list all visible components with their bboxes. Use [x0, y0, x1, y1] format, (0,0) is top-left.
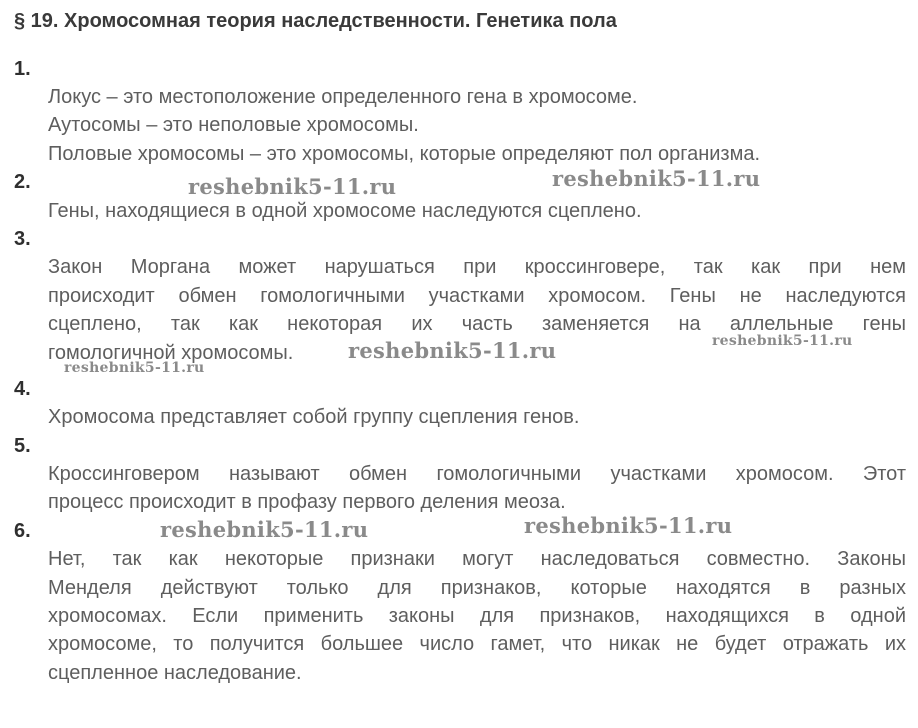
watermark: reshebnik5-11.ru	[64, 360, 205, 376]
paragraph-line: Менделя действуют только для признаков, которые находятся в разных	[48, 577, 906, 599]
watermark: reshebnik5-11.ru	[524, 513, 733, 538]
section-number: 3.	[14, 228, 31, 250]
paragraph-line: гомологичной хромосомы.	[48, 342, 294, 364]
watermark: reshebnik5-11.ru	[348, 338, 557, 363]
section-number: 5.	[14, 435, 31, 457]
page-title: § 19. Хромосомная теория наследственности. Генетика пола	[14, 10, 617, 32]
watermark: reshebnik5-11.ru	[552, 166, 761, 191]
watermark: reshebnik5-11.ru	[712, 333, 853, 349]
paragraph-line: Кроссинговером называют обмен гомологичными участками хромосом. Этот	[48, 463, 906, 485]
paragraph-line: происходит обмен гомологичными участками хромосом. Гены не наследуются	[48, 285, 906, 307]
section-number: 4.	[14, 378, 31, 400]
section-number: 1.	[14, 58, 31, 80]
paragraph-line: Хромосома представляет собой группу сцепления генов.	[48, 406, 580, 428]
paragraph-line: хромосоме, то получится большее число гамет, что никак не будет отражать их	[48, 633, 906, 655]
section-number: 2.	[14, 171, 31, 193]
paragraph-line: Нет, так как некоторые признаки могут наследоваться совместно. Законы	[48, 548, 906, 570]
section-number: 6.	[14, 520, 31, 542]
paragraph-line: Аутосомы – это неполовые хромосомы.	[48, 114, 419, 136]
paragraph-line: Локус – это местоположение определенного гена в хромосоме.	[48, 86, 638, 108]
paragraph-line: хромосомах. Если применить законы для признаков, находящихся в одной	[48, 605, 906, 627]
paragraph-line: Половые хромосомы – это хромосомы, которые определяют пол организма.	[48, 143, 761, 165]
paragraph-line: сцеплено, так как некоторая их часть заменяется на аллельные гены	[48, 313, 906, 335]
paragraph-line: сцепленное наследование.	[48, 662, 302, 684]
paragraph-line: Гены, находящиеся в одной хромосоме наследуются сцеплено.	[48, 200, 642, 222]
paragraph-line: процесс происходит в профазу первого деления меоза.	[48, 491, 566, 513]
watermark: reshebnik5-11.ru	[188, 174, 397, 199]
watermark: reshebnik5-11.ru	[160, 517, 369, 542]
paragraph-line: Закон Моргана может нарушаться при кроссинговере, так как при нем	[48, 256, 906, 278]
